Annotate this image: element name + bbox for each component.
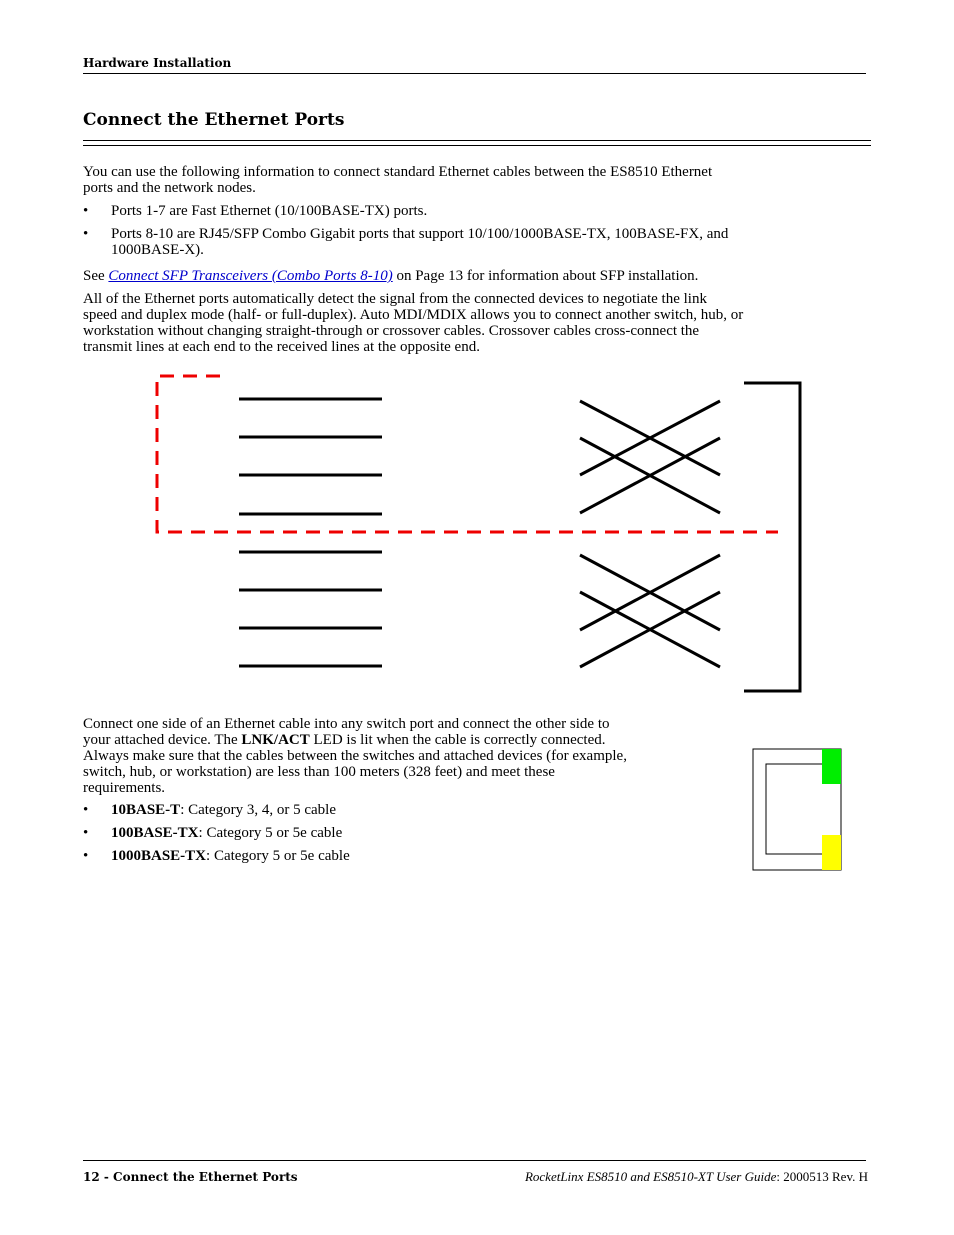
mdix-line-4: transmit lines at each end to the received lines at the opposite end. <box>83 339 480 355</box>
list-item <box>83 848 683 864</box>
intro-line-2: ports and the network nodes. <box>83 180 256 196</box>
lnk-act-label: LNK/ACT <box>241 732 310 748</box>
lnk-act-led-icon <box>822 749 841 784</box>
bullet-text: Ports 1-7 are Fast Ethernet (10/100BASE-TX) ports. <box>111 203 428 219</box>
rj45-port-diagram <box>745 742 849 878</box>
see-prefix: See <box>83 268 109 284</box>
cable-term: 10BASE-T <box>111 802 181 818</box>
right-bracket <box>744 383 800 691</box>
footer-doc-title <box>525 1169 868 1185</box>
bullet-marker: • <box>83 848 89 864</box>
connect-line-3: Always make sure that the cables between the switches and attached devices (for example, <box>83 748 627 764</box>
speed-led-icon <box>822 835 841 870</box>
cable-term: 100BASE-TX <box>111 825 199 841</box>
footer-page-label: 12 - Connect the Ethernet Ports <box>83 1170 298 1184</box>
bullet-text <box>111 825 342 841</box>
intro-line-1: You can use the following information to connect standard Ethernet cables between the ES8510 Ethernet <box>83 164 713 180</box>
mdix-line-1: All of the Ethernet ports automatically detect the signal from the connected devices to negotiate the link <box>83 291 707 307</box>
connect-line-1: Connect one side of an Ethernet cable into any switch port and connect the other side to <box>83 716 610 732</box>
bullet-marker: • <box>83 226 89 242</box>
section-title: Connect the Ethernet Ports <box>83 110 345 130</box>
list-item <box>83 802 683 818</box>
bullet-marker: • <box>83 203 89 219</box>
see-suffix: on Page 13 for information about SFP installation. <box>392 268 699 284</box>
mdix-line-2: speed and duplex mode (half- or full-duplex). Auto MDI/MDIX allows you to connect another switch, hub, or <box>83 307 744 323</box>
cable-desc: : Category 3, 4, or 5 cable <box>180 802 336 818</box>
connect-line-2-post: LED is lit when the cable is correctly connected. <box>309 732 606 748</box>
sfp-transceivers-link[interactable]: Connect SFP Transceivers (Combo Ports 8-10) <box>108 268 393 284</box>
connect-line-4: switch, hub, or workstation) are less than 100 meters (328 feet) and meet these <box>83 764 555 780</box>
crossover-wires-upper <box>580 401 720 513</box>
cable-term: 1000BASE-TX <box>111 848 207 864</box>
bullet-text: Ports 8-10 are RJ45/SFP Combo Gigabit ports that support 10/100/1000BASE-TX, 100BASE-FX, and <box>111 226 729 242</box>
bullet-text-cont: 1000BASE-X). <box>111 242 204 258</box>
bullet-text <box>111 802 336 818</box>
list-item <box>83 825 683 841</box>
connect-line-5: requirements. <box>83 780 166 796</box>
connect-line-2 <box>83 732 627 748</box>
cable-desc: : Category 5 or 5e cable <box>198 825 343 841</box>
bullet-marker: • <box>83 802 89 818</box>
footer-rule <box>83 1160 866 1161</box>
cable-desc: : Category 5 or 5e cable <box>206 848 350 864</box>
crossover-wires-lower <box>580 555 720 667</box>
mdix-line-3: workstation without changing straight-through or crossover cables. Crossover cables cross-connect the <box>83 323 700 339</box>
footer-guide-name: RocketLinx ES8510 and ES8510-XT User Guide <box>524 1169 777 1184</box>
footer-doc-number: : 2000513 Rev. H <box>776 1169 868 1184</box>
connect-paragraph <box>83 716 627 796</box>
running-header: Hardware Installation <box>83 56 232 70</box>
bullet-marker: • <box>83 825 89 841</box>
connect-line-2-pre: your attached device. The <box>83 732 242 748</box>
bullet-text <box>111 848 350 864</box>
